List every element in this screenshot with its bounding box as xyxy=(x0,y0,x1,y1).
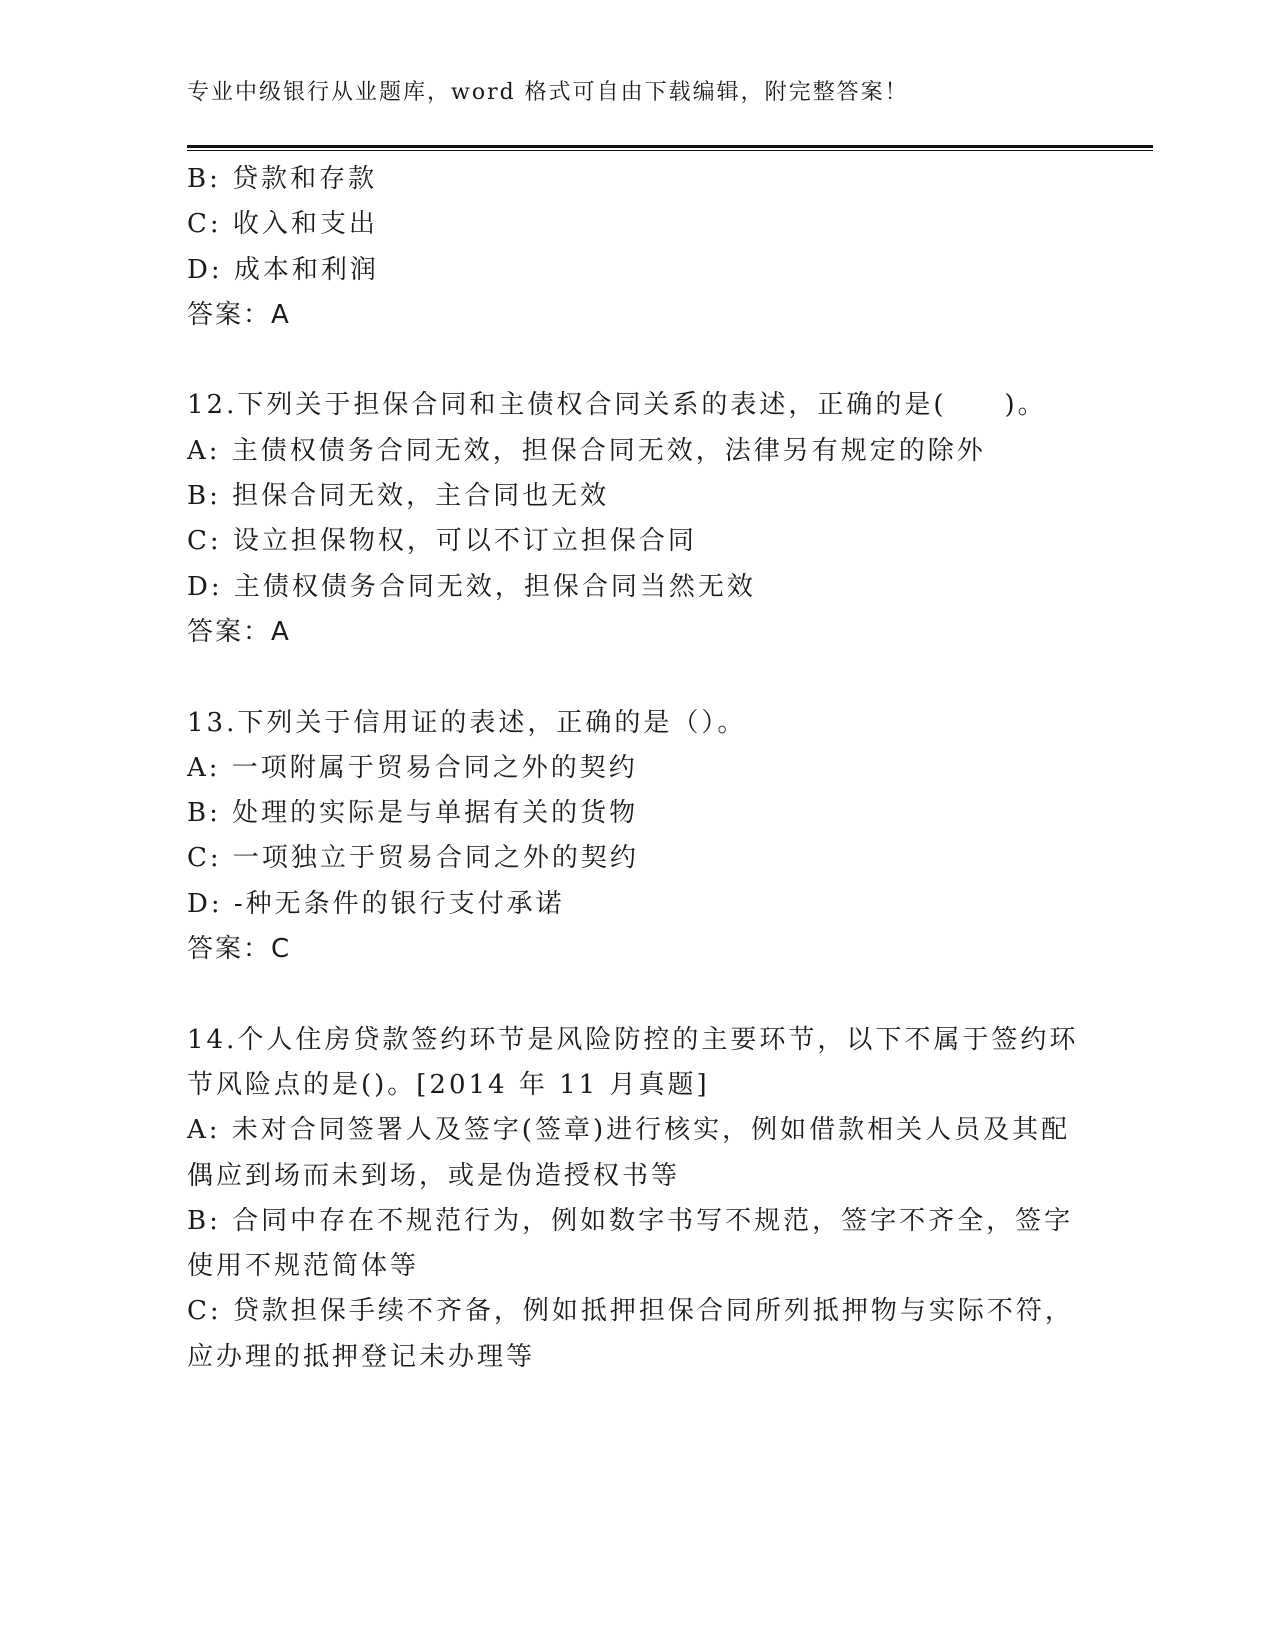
option-b: B: 处理的实际是与单据有关的货物 xyxy=(187,798,639,829)
answer-line: 答案：C xyxy=(187,934,292,965)
spacer xyxy=(187,338,1087,383)
header-rule-thin xyxy=(187,150,1153,151)
question-11-tail xyxy=(187,157,1087,338)
question-stem: 12.下列关于担保合同和主债权合同关系的表述，正确的是( )。 xyxy=(187,390,1047,421)
header-rule-thick xyxy=(187,145,1153,148)
question-12 xyxy=(187,383,1087,655)
option-a-line-2: 偶应到场而未到场，或是伪造授权书等 xyxy=(187,1160,681,1191)
spacer xyxy=(187,655,1087,700)
page-header: 专业中级银行从业题库，word 格式可自由下载编辑，附完整答案！ xyxy=(187,80,909,105)
option-b-line-1: B: 合同中存在不规范行为，例如数字书写不规范，签字不齐全，签字 xyxy=(187,1205,1074,1236)
question-13 xyxy=(187,701,1087,973)
question-content xyxy=(187,157,1087,1380)
option-c: C: 设立担保物权，可以不订立担保合同 xyxy=(187,526,697,557)
option-d: D: -种无条件的银行支付承诺 xyxy=(187,888,565,919)
option-a: A: 一项附属于贸易合同之外的契约 xyxy=(187,752,638,783)
option-b: B: 贷款和存款 xyxy=(187,164,378,194)
option-b: B: 担保合同无效，主合同也无效 xyxy=(187,481,610,512)
answer-line: 答案：A xyxy=(187,299,291,330)
question-14 xyxy=(187,1018,1087,1380)
answer-line: 答案：A xyxy=(187,616,291,647)
option-c-line-1: C: 贷款担保手续不齐备，例如抵押担保合同所列抵押物与实际不符， xyxy=(187,1296,1074,1327)
question-stem-line-1: 14.个人住房贷款签约环节是风险防控的主要环节，以下不属于签约环 xyxy=(187,1024,1079,1055)
question-stem-line-2: 节风险点的是()。[2014 年 11 月真题] xyxy=(187,1069,710,1100)
spacer xyxy=(187,972,1087,1017)
option-b-line-2: 使用不规范简体等 xyxy=(187,1251,420,1282)
question-stem: 13.下列关于信用证的表述，正确的是（）。 xyxy=(187,707,747,738)
option-c: C: 收入和支出 xyxy=(187,209,378,240)
option-c: C: 一项独立于贸易合同之外的契约 xyxy=(187,843,639,874)
option-d: D: 主债权债务合同无效，担保合同当然无效 xyxy=(187,571,756,602)
option-a-line-1: A: 未对合同签署人及签字(签章)进行核实，例如借款相关人员及其配 xyxy=(187,1115,1071,1146)
option-c-line-2: 应办理的抵押登记未办理等 xyxy=(187,1341,536,1372)
option-a: A: 主债权债务合同无效，担保合同无效，法律另有规定的除外 xyxy=(187,435,986,466)
option-d: D: 成本和利润 xyxy=(187,254,379,285)
